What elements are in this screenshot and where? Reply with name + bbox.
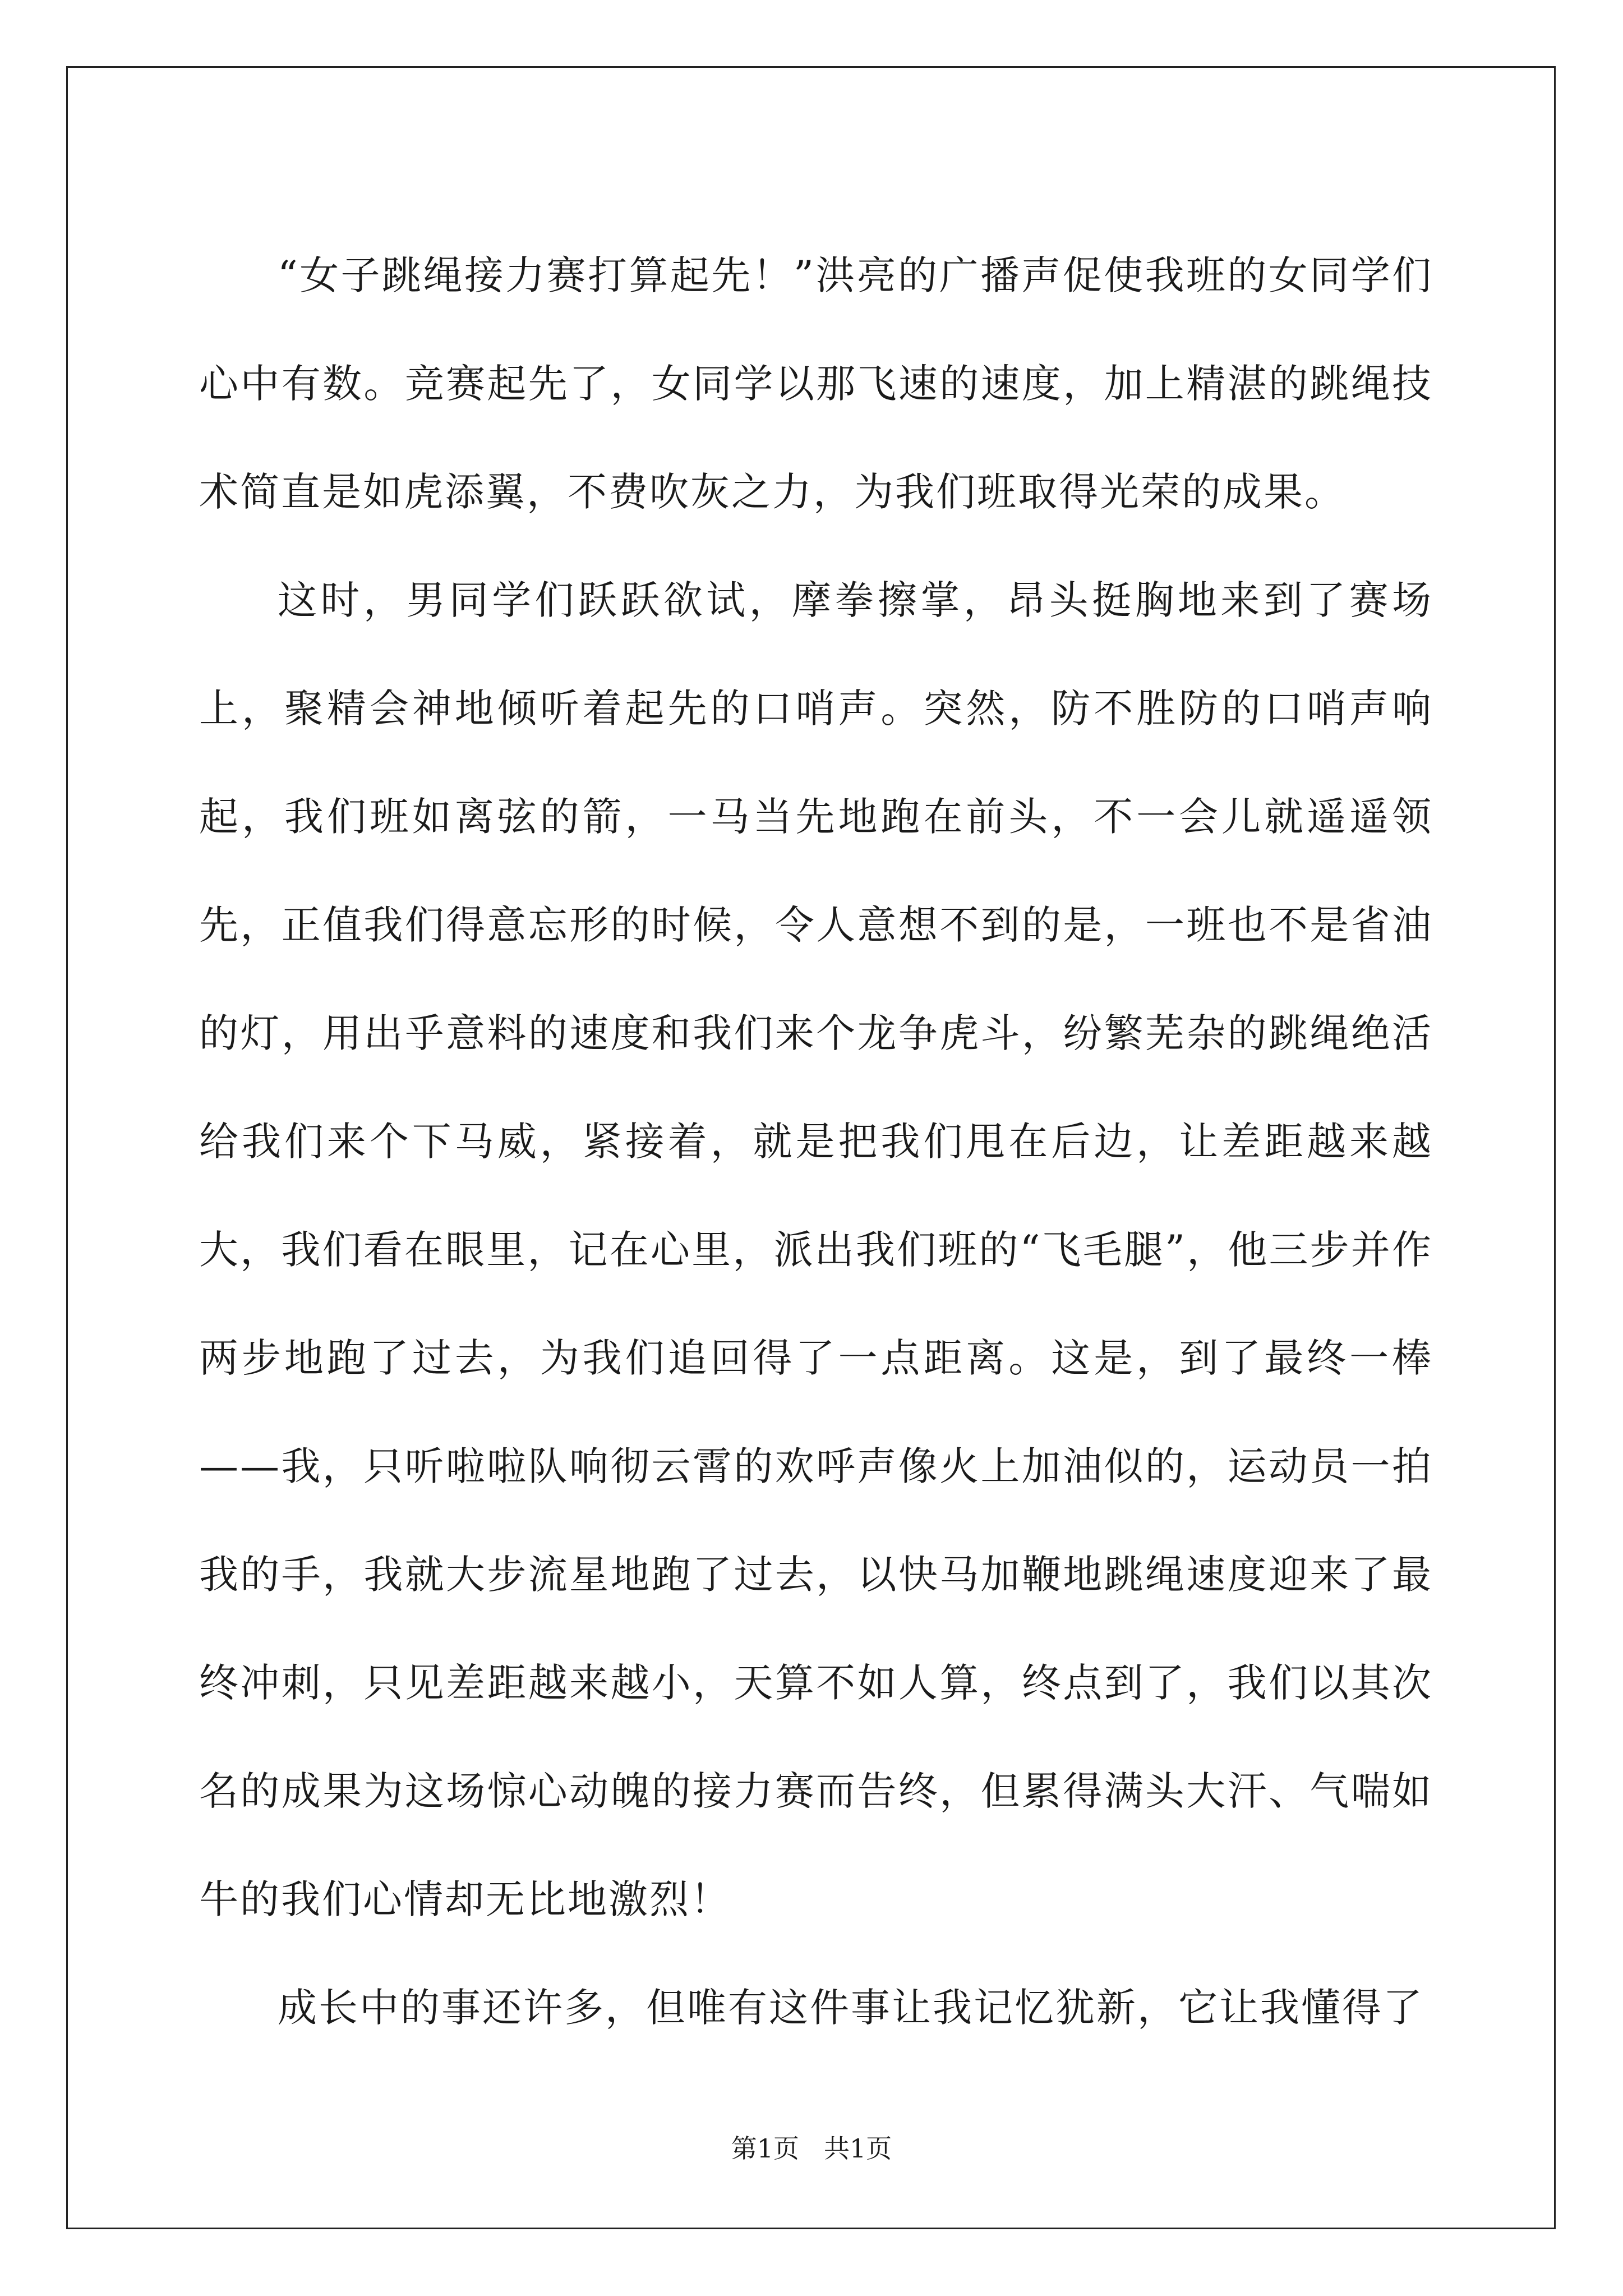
- page-number: 第1页: [731, 2133, 800, 2164]
- paragraph: 这时，男同学们跃跃欲试，摩拳擦掌，昂头挺胸地来到了赛场上，聚精会神地倾听着起先的口哨声。突然，防不胜防的口哨声响起，我们班如离弦的箭，一马当先地跑在前头，不一会儿就遥遥领先，正值我们得意忘形的时候，令人意想不到的是，一班也不是省油的灯，用出乎意料的速度和我们来个龙争虎斗，纷繁芜杂的跳绳绝活给我们来个下马威，紧接着，就是把我们甩在后边，让差距越来越大，我们看在眼里，记在心里，派出我们班的“飞毛腿”，他三步并作两步地跑了过去，为我们追回得了一点距离。这是，到了最终一棒——我，只听啦啦队响彻云霄的欢呼声像火上加油似的，运动员一拍我的手，我就大步流星地跑了过去，以快马加鞭地跳绳速度迎来了最终冲刺，只见差距越来越小，天算不如人算，终点到了，我们以其次名的成果为这场惊心动魄的接力赛而告终，但累得满头大汗、气喘如牛的我们心情却无比地激烈！: [199, 577, 1433, 1922]
- page-total: 共1页: [823, 2133, 892, 2164]
- paragraph: 成长中的事还许多，但唯有这件事让我记忆犹新，它让我懂得了: [278, 1985, 1424, 2031]
- paragraph: “女子跳绳接力赛打算起先！”洪亮的广播声促使我班的女同学们心中有数。竞赛起先了，女同学以那飞速的速度，加上精湛的跳绳技术简直是如虎添翼，不费吹灰之力，为我们班取得光荣的成果。: [199, 252, 1433, 515]
- page-footer: [0, 2132, 1623, 2165]
- footer-gap: [799, 2133, 824, 2164]
- document-body: [199, 222, 1433, 2062]
